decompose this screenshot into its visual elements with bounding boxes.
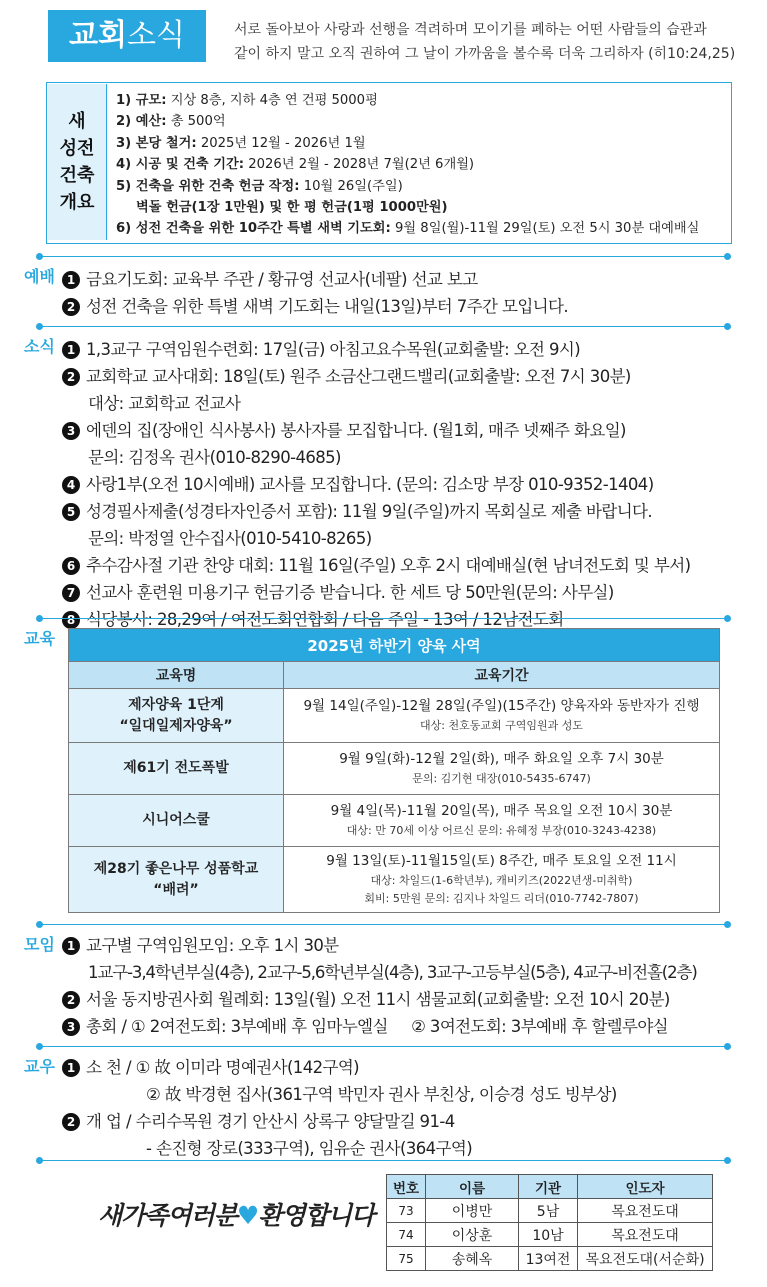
heart-icon: ♥ <box>236 1201 259 1230</box>
overview-item: 2) 예산: 총 500억 <box>116 114 226 130</box>
education-table <box>68 628 720 913</box>
meeting-list <box>62 932 697 1040</box>
table-row: 73 이병만 5남 목요전도대 <box>387 1199 713 1223</box>
overview-item: 벽돌 헌금(1장 1만원) 및 한 평 헌금(1평 1000만원) <box>136 200 448 216</box>
divider <box>40 326 727 327</box>
table-caption: 2025년 하반기 양육 사역 <box>69 629 720 662</box>
table-row: 제61기 전도폭발 9월 9일(화)-12월 2일(화), 매주 화요일 오후 7시 30분 문의: 김기현 대장(010-5435-6747) <box>69 743 720 795</box>
meeting-label: 모임 <box>24 935 55 954</box>
overview-item: 1) 규모: 지상 8층, 지하 4층 연 건평 5000평 <box>116 93 378 108</box>
list-item: 문의: 김정옥 권사(010-8290-4685) <box>88 448 341 467</box>
table-row: 제28기 좋은나무 성품학교 “배려” 9월 13일(토)-11월15일(토) 8주간, 매주 토요일 오전 11시 대상: 차일드(1-6학년부), 캐비키즈(2022년생-미취학) 회비: 5만원 문의: 김지나 차일드 리더(010-7742-7807) <box>69 847 720 913</box>
list-item: 2 서울 동지방권사회 월례회: 13일(월) 오전 11시 샘물교회(교회출발: 오전 10시 20분) <box>62 986 697 1013</box>
table-header-row: 번호 이름 기관 인도자 <box>387 1175 713 1199</box>
list-item: 1 1,3교구 구역임원수련회: 17일(금) 아침고요수목원(교회출발: 오전 9시) <box>62 336 690 363</box>
list-item: 8 식당봉사: 28,29여 / 여전도회연합회 / 다음 주일 - 13여 / 12남전도회 <box>62 606 690 633</box>
list-item: ② 故 박경현 집사(361구역 박민자 권사 부친상, 이승경 성도 빙부상) <box>146 1085 617 1104</box>
list-item: 7 선교사 훈련원 미용기구 헌금기증 받습니다. 한 세트 당 50만원(문의: 사무실) <box>62 579 690 606</box>
column-header: 교육명 <box>69 662 284 689</box>
list-item: 1 금요기도회: 교육부 주관 / 황규영 선교사(네팔) 선교 보고 <box>62 266 568 293</box>
news-list <box>62 336 690 633</box>
newcomers-table <box>386 1174 713 1271</box>
divider <box>40 618 727 619</box>
overview-list <box>116 90 726 240</box>
list-item: 1 소 천 / ① 故 이미라 명예권사(142구역) <box>62 1054 617 1081</box>
list-item: 3 총회 / ① 2여전도회: 3부예배 후 임마누엘실 ② 3여전도회: 3부예배 후 할렐루야실 <box>62 1013 697 1040</box>
welcome-message: 새가족여러분♥환영합니다 <box>98 1201 375 1230</box>
members-label: 교우 <box>24 1057 55 1076</box>
list-item: 5 성경필사제출(성경타자인증서 포함): 11월 9일(주일)까지 목회실로 제출 바랍니다. <box>62 498 690 525</box>
divider <box>40 256 727 257</box>
list-item: 3 에덴의 집(장애인 식사봉사) 봉사자를 모집합니다. (월1회, 매주 넷째주 화요일) <box>62 417 690 444</box>
list-item: - 손진형 장로(333구역), 임유순 권사(364구역) <box>146 1139 473 1158</box>
overview-item: 5) 건축을 위한 건축 헌금 작정: 10월 26일(주일) <box>116 178 403 194</box>
table-row: 74 이상훈 10남 목요전도대 <box>387 1223 713 1247</box>
worship-label: 예배 <box>24 267 55 286</box>
list-item: 2 개 업 / 수리수목원 경기 안산시 상록구 양달말길 91-4 <box>62 1108 617 1135</box>
overview-item: 4) 시공 및 건축 기간: 2026년 2월 - 2028년 7월(2년 6개월) <box>116 157 475 173</box>
overview-item: 6) 성전 건축을 위한 10주간 특별 새벽 기도회: 9월 8일(월)-11월 29일(토) 오전 5시 30분 대예배실 <box>116 221 700 237</box>
worship-list <box>62 266 568 320</box>
education-label: 교육 <box>24 629 55 648</box>
overview-heading: 새 성전 건축 개요 <box>48 84 107 240</box>
list-item: 4 사랑1부(오전 10시예배) 교사를 모집합니다. (문의: 김소망 부장 010-9352-1404) <box>62 471 690 498</box>
list-item: 1 교구별 구역임원모임: 오후 1시 30분 <box>62 932 697 959</box>
list-item: 대상: 교회학교 전교사 <box>88 394 241 413</box>
table-row: 시니어스쿨 9월 4일(목)-11월 20일(목), 매주 목요일 오전 10시 30분 대상: 만 70세 이상 어르신 문의: 유혜정 부장(010-3243-4238) <box>69 795 720 847</box>
list-item: 1교구-3,4학년부실(4층), 2교구-5,6학년부실(4층), 3교구-고등부실(5층), 4교구-비전홀(2층) <box>88 963 697 982</box>
divider <box>40 1160 727 1161</box>
table-row: 75 송혜옥 13여전 목요전도대(서순화) <box>387 1247 713 1271</box>
list-item: 2 교회학교 교사대회: 18일(토) 원주 소금산그랜드밸리(교회출발: 오전 7시 30분) <box>62 363 690 390</box>
table-row: 제자양육 1단계 “일대일제자양육” 9월 14일(주일)-12월 28일(주일)(15주간) 양육자와 동반자가 진행 대상: 천호동교회 구역임원과 성도 <box>69 689 720 743</box>
scripture-verse: 서로 돌아보아 사랑과 선행을 격려하며 모이기를 폐하는 어떤 사람들의 습관과 같이 하지 말고 오직 권하여 그 날이 가까움을 볼수록 더욱 그리하자 (히10:24,25) <box>234 22 736 62</box>
list-item: 2 성전 건축을 위한 특별 새벽 기도회는 내일(13일)부터 7주간 모입니다. <box>62 293 568 320</box>
divider <box>40 1046 727 1047</box>
section-title: 교회소식 <box>48 10 206 62</box>
news-label: 소식 <box>24 337 55 356</box>
column-header: 교육기간 <box>284 662 720 689</box>
list-item: 문의: 박정열 안수집사(010-5410-8265) <box>88 529 372 548</box>
overview-item: 3) 본당 철거: 2025년 12월 - 2026년 1월 <box>116 135 366 151</box>
members-list <box>62 1054 617 1162</box>
divider <box>40 924 727 925</box>
list-item: 6 추수감사절 기관 찬양 대회: 11월 16일(주일) 오후 2시 대예배실(현 남녀전도회 및 부서) <box>62 552 690 579</box>
